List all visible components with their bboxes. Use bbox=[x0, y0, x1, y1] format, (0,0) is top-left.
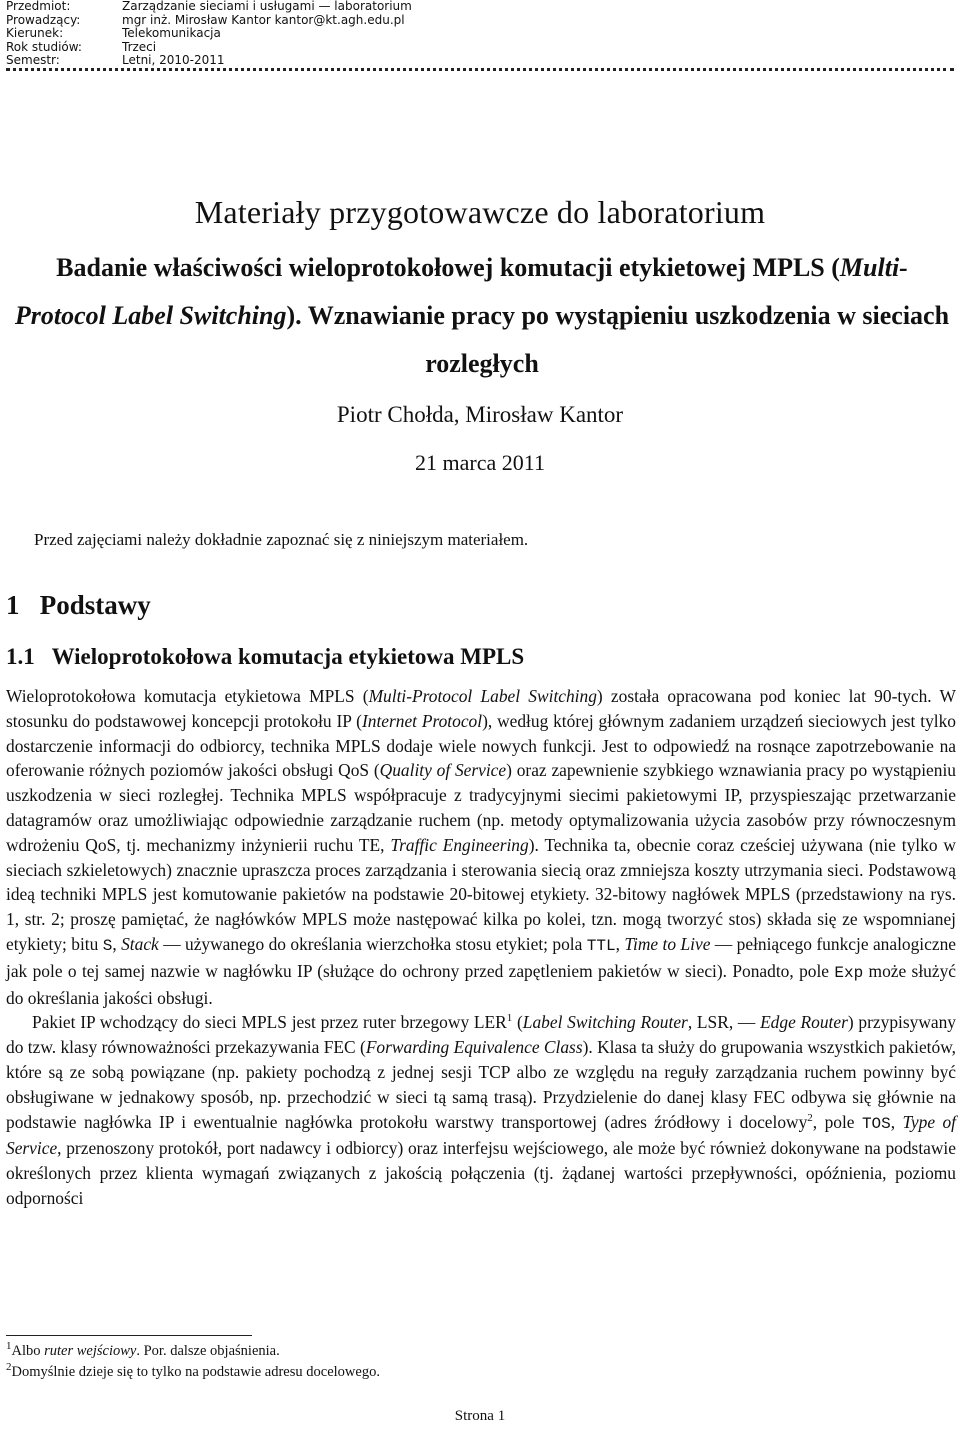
authors: Piotr Chołda, Mirosław Kantor bbox=[336, 402, 624, 427]
header-value: Trzeci bbox=[122, 39, 157, 54]
footnote-rule bbox=[6, 1335, 252, 1336]
paragraph: Wieloprotokołowa komutacja etykietowa MPLS (Multi-Protocol Label Switching) została opracowana pod koniec lat 90-tych. W stosunku do podstawowej koncepcji protokołu IP (Internet Protocol), według której głównym zadaniem urządzeń sieciowych jest tylko dostarczenie informacji do odbiorcy, technika MPLS dodaje wiele nowych funkcji. Jest to odpowiedź na rosnące zapotrzebowanie na oferowanie różnych poziomów jakości obsługi QoS (Quality of Service) oraz zapewnienie szybkiego wznawiania pracy po wystąpieniu uszkodzenia w sieci rozległej. Technika MPLS współpracuje z tradycyjnymi siecimi pakietowymi IP, przyspieszając przetwarzanie datagramów oraz umożliwiając odpowiednie zarządzanie ruchem (np. metody optymalizowania użycia zasobów przy równoczesnym wdrożeniu QoS, tj. mechanizmy inżynierii ruchu TE, Traffic Engineering). Technika ta, obecnie coraz cześciej używana (nie tylko w sieciach szkieletowych) znacznie upraszcza proces zarządzania i sterowania siecią oraz zmniejsza koszty utrzymania sieci. Podstawową ideą techniki MPLS jest komutowanie pakietów na podstawie 20-bitowej etykiety. 32-bitowy nagłówek MPLS (przedstawiony na rys. 1, str. 2; proszę pamiętać, że nagłówków MPLS może następować kilka po kolei, tzn. mogą tworzyć stos) składa się ze wspomnianej etykiety; bitu S, Stack — używanego do określania wierzchołka stosu etykiet; pola TTL, Time to Live — pełniącego funkcje analogiczne jak pole o tej samej nazwie w nagłówku IP (służące do ochrony przed zapętleniem pakietów w sieci). Ponadto, pole Exp może służyć do określania jakości obsługi. bbox=[6, 686, 956, 1008]
dotted-divider bbox=[6, 60, 954, 71]
body-text bbox=[6, 684, 956, 1211]
header-row-year bbox=[6, 41, 956, 55]
title-block bbox=[0, 192, 960, 232]
header-row-subject bbox=[6, 0, 956, 14]
header-key: Semestr: bbox=[6, 53, 60, 67]
footnote-2: $^2$Domyślnie dzieje się to tylko na podstawie adresu docelowego. bbox=[6, 1361, 380, 1380]
footnotes bbox=[6, 1341, 946, 1383]
subtitle-text: ). Wznawianie pracy po wystąpieniu uszkodzenia w sieciach rozległych bbox=[286, 301, 950, 378]
header-value: mgr inż. Mirosław Kantor kantor@kt.agh.edu.pl bbox=[122, 12, 405, 27]
paragraph: Pakiet IP wchodzący do sieci MPLS jest przez ruter brzegowy LER$^1$ (Label Switching Router, LSR, — Edge Router) przypisywany do tzw. klasy równoważności przekazywania FEC (Forwarding Equivalence Class). Klasa ta służy do grupowania wszystkich pakietów, które są ze sobą powiązane (np. pakiety pochodzą z jednej sesji TCP albo ze względu na reguły zarządzania ruchem powinny być obsługiwane w jednakowy sposób, np. przechodzić w sieci tą samą trasą). Przydzielenie do danej klasy FEC odbywa się głównie na podstawie nagłówka IP i ewentualnie nagłówka protokołu warstwy transportowej (adres źródłowy i docelowy$^2$, pole TOS, Type of Service, przenoszony protokół, port nadawcy i odbiorcy) oraz interfejsu wejściowego, ale może być również dokonywane na podstawie określonych przez klienta wymagań związanych z jakością połączenia (tj. żądanej wartości przepływności, opóźnienia, poziomu odporności bbox=[6, 1012, 956, 1208]
header-key: Przedmiot: bbox=[6, 0, 71, 13]
page-number: Strona 1 bbox=[454, 1408, 506, 1424]
header-row-instructor bbox=[6, 14, 956, 28]
preparation-note: Przed zajęciami należy dokładnie zapoznać się z niniejszym materiałem. bbox=[34, 530, 529, 549]
header-value: Letni, 2010-2011 bbox=[122, 53, 225, 67]
header-value: Zarządzanie sieciami i usługami — laboratorium bbox=[122, 0, 412, 13]
header-key: Prowadzący: bbox=[6, 12, 81, 27]
header-value: Telekomunikacja bbox=[122, 26, 221, 40]
subtitle-italic: Multi-Protocol Label Switching bbox=[14, 253, 908, 330]
header-key: Kierunek: bbox=[6, 26, 64, 40]
course-header bbox=[6, 0, 956, 68]
document-subtitle bbox=[12, 244, 952, 388]
document-title: Materiały przygotowawcze do laboratorium bbox=[194, 194, 766, 230]
footnote-ref[interactable]: 1 bbox=[506, 1012, 513, 1025]
header-row-field bbox=[6, 27, 956, 41]
footnote-ref[interactable]: 2 bbox=[807, 1111, 813, 1124]
date: 21 marca 2011 bbox=[415, 450, 545, 475]
header-key: Rok studiów: bbox=[6, 39, 82, 54]
footnote-1: $^1$Albo ruter wejściowy. Por. dalsze objaśnienia. bbox=[6, 1340, 280, 1359]
subtitle-text: Badanie właściwości wieloprotokołowej komutacji etykietowej MPLS ( bbox=[56, 253, 840, 282]
section-heading: 1 Podstawy bbox=[6, 590, 151, 620]
subsection-heading: 1.1 Wieloprotokołowa komutacja etykietowa MPLS bbox=[6, 644, 525, 669]
